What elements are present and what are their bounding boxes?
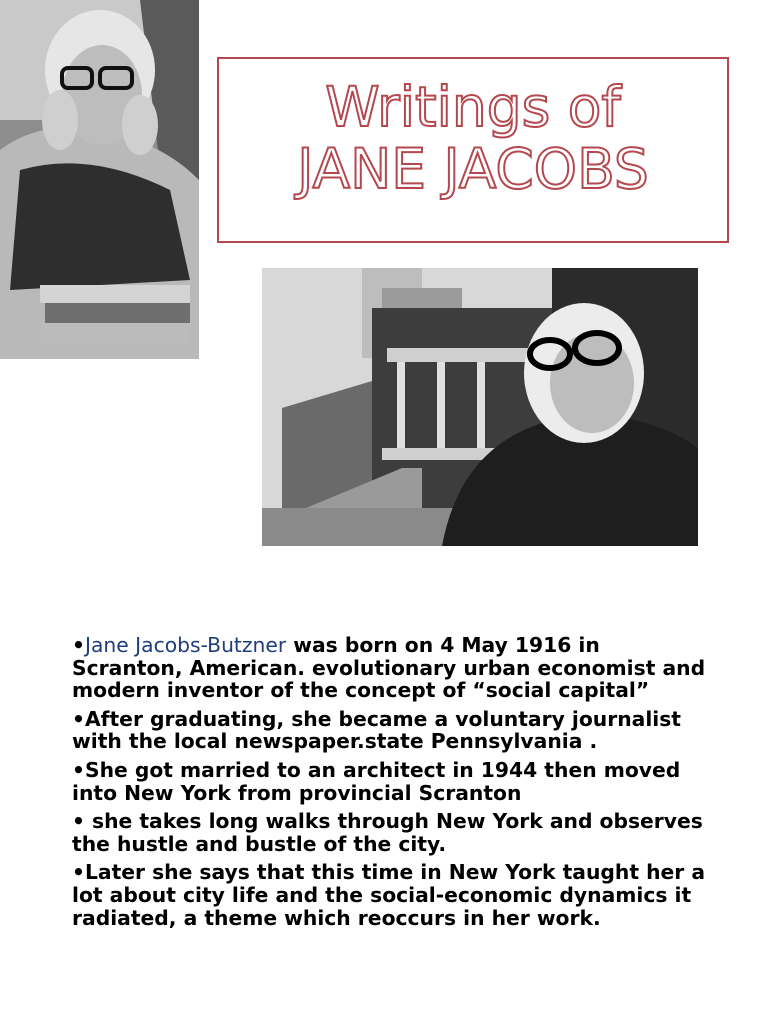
- bullet-marker: •: [72, 706, 85, 731]
- bullet-item-1: [72, 634, 712, 702]
- bullet-text: She got married to an architect in 1944 then moved into New York from provincial Scranton: [72, 757, 681, 805]
- bullet-marker: •: [72, 633, 85, 657]
- house-portrait-photo: [262, 268, 698, 546]
- title-line-1: Writings of: [325, 75, 621, 139]
- bullet-text: was born on 4 May 1916 in Scranton, American. evolutionary urban economist and modern inventor of the concept of “social capital”: [72, 633, 706, 703]
- bullet-item-3: [72, 759, 712, 804]
- bullet-highlight-name: Jane Jacobs-Butzner: [84, 633, 287, 657]
- bullet-marker: •: [72, 757, 85, 782]
- portrait-photo: [0, 0, 199, 359]
- bullet-item-5: [72, 861, 712, 929]
- bullet-item-4: [72, 810, 712, 855]
- bullet-item-2: [72, 708, 712, 753]
- bullet-text: Later she says that this time in New York taught her a lot about city life and the social-economic dynamics it radiated, a theme which reoccurs in her work.: [72, 860, 706, 930]
- title-line-2: JANE JACOBS: [297, 137, 649, 201]
- bullet-text: she takes long walks through New York and observes the hustle and bustle of the city.: [72, 809, 703, 856]
- bullet-marker: •: [72, 809, 85, 834]
- bullet-marker: •: [72, 860, 85, 885]
- bullet-list: [72, 634, 712, 935]
- title-box: [217, 57, 729, 243]
- bullet-text: After graduating, she became a voluntary journalist with the local newspaper.state Pennsylvania .: [72, 706, 681, 754]
